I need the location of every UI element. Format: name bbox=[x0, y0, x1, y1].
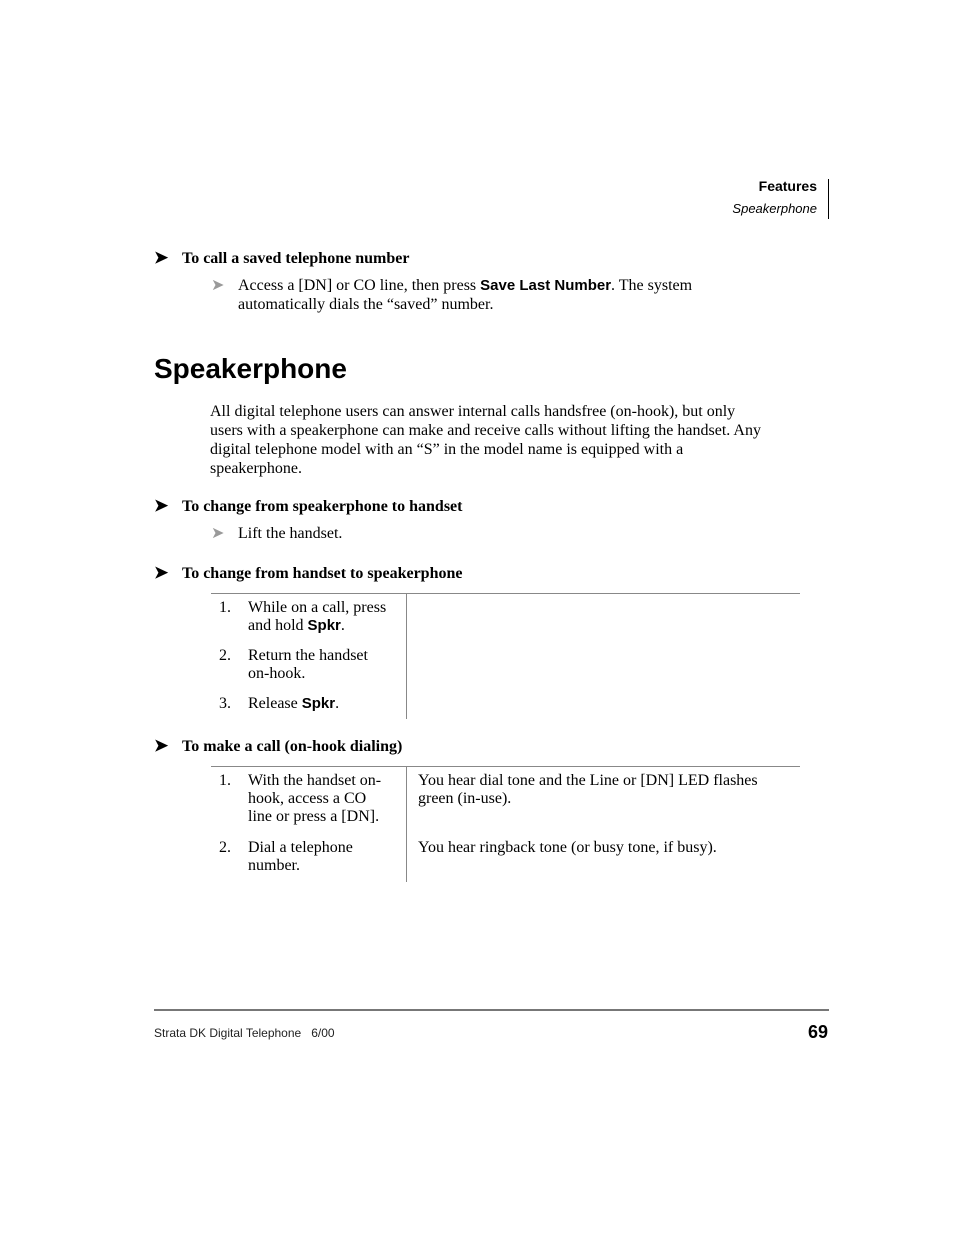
step-action-line: on-hook. bbox=[248, 665, 306, 682]
step-text: Lift the handset. bbox=[238, 525, 343, 542]
procedure-step bbox=[211, 276, 771, 314]
step-result-line: You hear dial tone and the Line or [DN] LED flashes bbox=[418, 772, 758, 789]
step-text-post: . The system bbox=[611, 277, 693, 294]
step-action bbox=[248, 647, 398, 683]
step-arrow-icon: ➤ bbox=[211, 277, 225, 294]
step-result bbox=[418, 772, 798, 808]
procedure-heading-to-speakerphone bbox=[154, 563, 462, 583]
step-arrow-icon: ➤ bbox=[211, 525, 225, 542]
step-action-line: While on a call, press bbox=[248, 599, 387, 616]
procedure-title: To make a call (on-hook dialing) bbox=[182, 738, 403, 755]
step-number: 3. bbox=[219, 695, 231, 712]
step-action bbox=[248, 772, 398, 826]
footer-book-info bbox=[154, 1026, 335, 1041]
step-action bbox=[248, 695, 398, 713]
step-text-line2: automatically dials the “saved” number. bbox=[238, 296, 494, 313]
step-action-post: . bbox=[340, 617, 345, 634]
procedure-arrow-icon: ➤ bbox=[154, 248, 169, 267]
step-action-line: Return the handset bbox=[248, 647, 368, 664]
table-top-rule bbox=[211, 593, 800, 594]
table-column-divider bbox=[406, 594, 407, 719]
table-top-rule bbox=[211, 766, 800, 767]
step-action-line: line or press a [DN]. bbox=[248, 808, 380, 825]
key-save-last-number: Save Last Number bbox=[480, 277, 612, 294]
procedure-arrow-icon: ➤ bbox=[154, 563, 169, 582]
header-section: Speakerphone bbox=[732, 201, 817, 216]
step-result-line: You hear ringback tone (or busy tone, if busy). bbox=[418, 839, 717, 856]
footer-divider bbox=[154, 1009, 829, 1011]
step-action bbox=[248, 599, 398, 635]
step-number: 1. bbox=[219, 772, 231, 789]
step-result-line: green (in-use). bbox=[418, 790, 512, 807]
step-action-line: Dial a telephone bbox=[248, 839, 353, 856]
running-header bbox=[732, 178, 817, 217]
step-number: 2. bbox=[219, 647, 231, 664]
step-action-line: number. bbox=[248, 857, 300, 874]
step-action-line: hook, access a CO bbox=[248, 790, 367, 807]
header-divider bbox=[828, 179, 829, 219]
intro-line: users with a speakerphone can make and receive calls without lifting the handset. Any bbox=[210, 422, 761, 439]
procedure-arrow-icon: ➤ bbox=[154, 736, 169, 755]
procedure-step bbox=[211, 524, 771, 543]
procedure-title: To change from handset to speakerphone bbox=[182, 565, 463, 582]
key-spkr: Spkr bbox=[301, 695, 336, 712]
section-intro bbox=[210, 402, 805, 478]
step-action-pre: and hold bbox=[248, 617, 308, 634]
footer-book-title: Strata DK Digital Telephone bbox=[154, 1026, 302, 1040]
table-column-divider bbox=[406, 767, 407, 882]
procedure-title: To call a saved telephone number bbox=[182, 250, 410, 267]
step-text-pre: Access a [DN] or CO line, then press bbox=[238, 277, 481, 294]
step-number: 2. bbox=[219, 839, 231, 856]
procedure-heading-call-saved bbox=[154, 248, 409, 268]
intro-line: digital telephone model with an “S” in the model name is equipped with a bbox=[210, 441, 684, 458]
step-text bbox=[238, 276, 771, 314]
step-action-pre: Release bbox=[248, 695, 302, 712]
step-number: 1. bbox=[219, 599, 231, 616]
key-spkr: Spkr bbox=[307, 617, 341, 634]
procedure-heading-to-handset bbox=[154, 496, 462, 516]
footer-date: 6/00 bbox=[311, 1026, 335, 1040]
header-chapter: Features bbox=[758, 178, 817, 194]
step-result bbox=[418, 839, 798, 857]
step-action-line: With the handset on- bbox=[248, 772, 382, 789]
page-number: 69 bbox=[807, 1022, 828, 1042]
intro-line: speakerphone. bbox=[210, 460, 302, 477]
section-title: Speakerphone bbox=[154, 353, 347, 384]
procedure-heading-on-hook-dialing bbox=[154, 736, 402, 756]
procedure-arrow-icon: ➤ bbox=[154, 496, 169, 515]
step-action bbox=[248, 839, 398, 875]
step-action-post: . bbox=[335, 695, 340, 712]
intro-line: All digital telephone users can answer internal calls handsfree (on-hook), but only bbox=[210, 403, 736, 420]
procedure-title: To change from speakerphone to handset bbox=[182, 498, 463, 515]
